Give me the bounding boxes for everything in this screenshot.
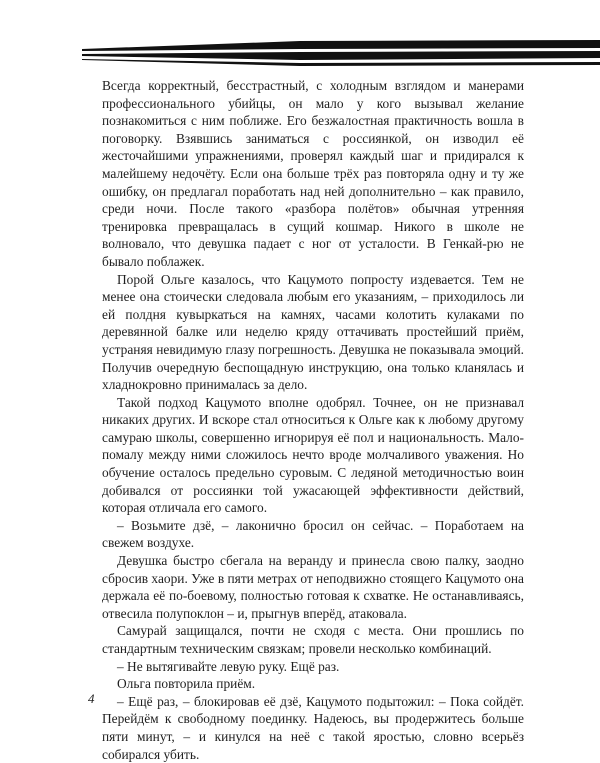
paragraph-7: – Не вытягивайте левую руку. Ещё раз.	[117, 658, 340, 674]
paragraph-8: Ольга повторила приём.	[117, 676, 256, 692]
paragraph-2: Порой Ольге казалось, что Кацумото попросту издевается. Тем не менее она стоически следовала любым его указаниям, – приходилось ли ей полдня кувыркаться на камнях, часами колотить кулаками по деревянной балке или неделю кряду оттачивать простейший приём, устраняя невидимую глазу погрешность. Девушка не показывала эмоций. Получив очередную беспощадную инструкцию, она только кланялась и хладнокровно принималась за дело.	[102, 271, 524, 393]
page-number: 4	[88, 691, 95, 706]
paragraph-3: Такой подход Кацумото вполне одобрял. Точнее, он не признавал никаких других. И вскоре стал относиться к Ольге как к любому другому самураю школы, совершенно игнорируя её пол и национальность. Мало-помалу между ними сложилось нечто вроде молчаливого уважения. Но обучение осталось предельно суровым. С ледяной методичностью воин добивался от россиянки той ужасающей эффективности действий, которая отличала его самого.	[102, 394, 524, 516]
body-text	[102, 77, 524, 763]
paragraph-1: Всегда корректный, бесстрастный, с холодным взглядом и манерами профессионального убийцы, он мало у кого вызывал желание познакомиться с ним поближе. Его безжалостная практичность вошла в поговорку. Взявшись заниматься с россиянкой, он изводил её жесточайшими упражнениями, проверял каждый шаг и придирался к малейшему недочёту. Если она больше трёх раз повторяла одну и ту же ошибку, он предлагал поработать над ней дополнительно – как правило, среди ночи. После такого «разбора полётов» обычная утренняя тренировка превращалась в сущий кошмар. Никого в школе не волновало, что девушка падает с ног от усталости. В Генкай-рю не бывало поблажек.	[102, 78, 524, 269]
header-rule	[0, 38, 600, 68]
paragraph-6: Самурай защищался, почти не сходя с места. Они прошлись по стандартным техническим связкам; провели несколько комбинаций.	[102, 623, 524, 656]
paragraph-5: Девушка быстро сбегала на веранду и принесла свою палку, заодно сбросив хаори. Уже в пяти метрах от неподвижно стоящего Кацумото она держала её по-боевому, полностью готовая к схватке. Не останавливаясь, отвесила полупоклон – и, прыгнув вперёд, атаковала.	[102, 553, 524, 621]
paragraph-4: – Возьмите дзё, – лаконично бросил он сейчас. – Поработаем на свежем воздухе.	[102, 517, 524, 551]
paragraph-9: – Ещё раз, – блокировав её дзё, Кацумото подытожил: – Пока сойдёт. Перейдём к свободному поединку. Надеюсь, вы продержитесь больше пяти минут, – и кинулся на неё с такой яростью, словно всерьёз собирался убить.	[102, 693, 524, 762]
